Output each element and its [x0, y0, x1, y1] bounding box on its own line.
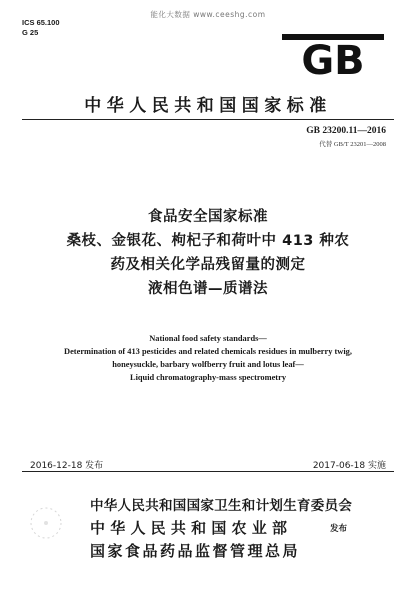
issuer-health-commission: 中华人民共和国国家卫生和计划生育委员会 [90, 498, 353, 514]
title-zh-line-4: 液相色谱—质谱法 [148, 281, 268, 297]
title-zh-line-1: 食品安全国家标准 [148, 209, 268, 225]
top-divider [22, 119, 394, 120]
ccs-code: G 25 [22, 28, 39, 37]
title-en-line-1: National food safety standards— [149, 334, 267, 343]
gb-logo-icon [282, 30, 384, 76]
issue-word: 发布 [330, 524, 348, 534]
implement-date: 2017-06-18 实施 [312, 461, 386, 471]
standard-number: GB 23200.11—2016 [306, 126, 386, 136]
gb-logo-text: GB [301, 38, 365, 76]
watermark: 能化大数据 www.ceeshg.com [150, 10, 266, 19]
issue-date: 2016-12-18 发布 [30, 461, 104, 471]
seal-icon [28, 505, 64, 541]
standard-type-title: 中华人民共和国国家标准 [84, 96, 332, 116]
title-zh-line-2: 桑枝、金银花、枸杞子和荷叶中 413 种农 [66, 233, 350, 249]
replaces-standard: 代替 GB/T 23201—2008 [319, 141, 386, 148]
title-en-line-4: Liquid chromatography-mass spectrometry [129, 373, 287, 382]
issuer-food-drug-administration: 国家食品药品监督管理总局 [90, 542, 301, 560]
title-en-line-3: honeysuckle, barbary wolfberry fruit and lotus leaf— [112, 360, 304, 369]
bottom-divider [22, 471, 394, 472]
ics-code: ICS 65.100 [22, 18, 60, 27]
issuer-agriculture-ministry: 中 华 人 民 共 和 国 农 业 部 [90, 519, 288, 537]
title-en-line-2: Determination of 413 pesticides and related chemicals residues in mulberry twig, [64, 347, 352, 356]
title-zh-line-3: 药及相关化学品残留量的测定 [110, 257, 306, 273]
